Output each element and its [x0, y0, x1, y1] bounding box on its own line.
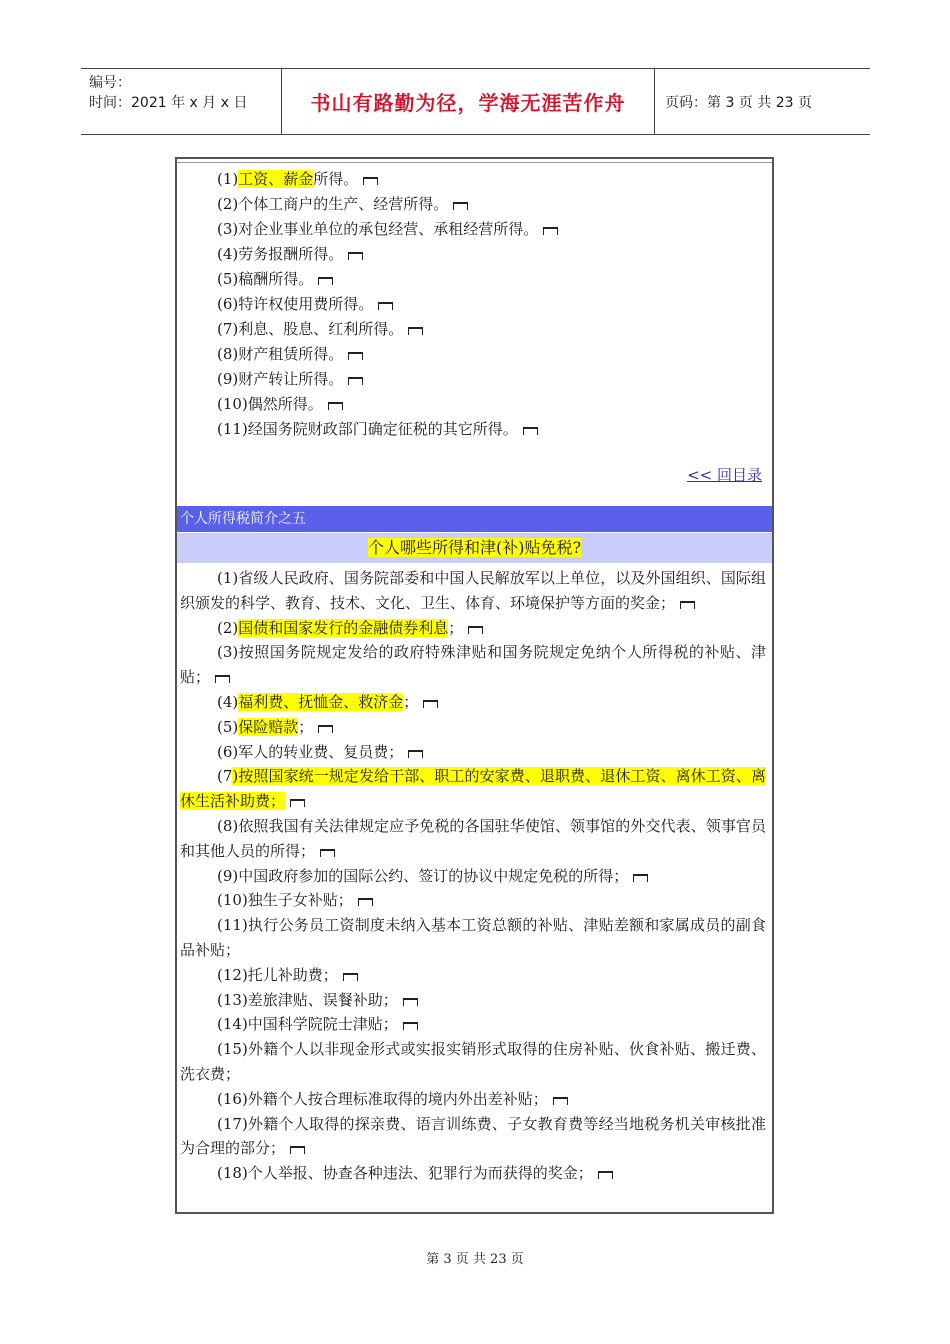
- list-item: [217, 317, 558, 342]
- paragraph-mark-icon: [523, 427, 538, 435]
- list-item: [217, 167, 558, 192]
- item-text: 特许权使用费所得。: [238, 295, 374, 313]
- list-item: [180, 1112, 766, 1162]
- item-text: 军人的转业费、复员费；: [238, 742, 404, 761]
- header-motto: 书山有路勤为径，学海无涯苦作舟: [282, 69, 655, 134]
- page-footer: 第 3 页 共 23 页: [426, 1252, 524, 1267]
- income-categories-list: [217, 167, 558, 442]
- item-number: (9): [217, 866, 239, 885]
- paragraph-mark-icon: [348, 377, 363, 385]
- list-item: [217, 192, 558, 217]
- paragraph-mark-icon: [423, 700, 438, 708]
- item-text: 中国科学院院士津贴；: [247, 1015, 398, 1034]
- item-text: 独生子女补贴；: [247, 891, 353, 910]
- list-item: [180, 988, 766, 1013]
- list-item: [217, 392, 558, 417]
- item-number: (1): [217, 170, 239, 188]
- list-item: [180, 566, 766, 616]
- section-heading-text: 个人哪些所得和津(补)贴免税?: [367, 538, 582, 557]
- item-number: (2): [217, 618, 239, 637]
- paragraph-mark-icon: [680, 601, 695, 609]
- paragraph-mark-icon: [343, 973, 358, 981]
- date-line: 时间：2021 年 x 月 x 日: [89, 95, 248, 111]
- item-text: 按照国务院规定发给的政府特殊津贴和国务院规定免纳个人所得税的补贴、津贴；: [180, 643, 766, 687]
- item-text: 劳务报酬所得。: [238, 245, 344, 263]
- item-number: (3): [217, 220, 239, 238]
- list-item: [180, 1037, 766, 1087]
- paragraph-mark-icon: [348, 252, 363, 260]
- item-text: ；: [403, 692, 419, 711]
- item-number: (7): [217, 320, 239, 338]
- highlighted-text: 福利费、抚恤金、救济金: [238, 692, 404, 711]
- highlighted-text: 国债和国家发行的金融债券利息: [238, 618, 449, 637]
- item-text: 财产租赁所得。: [238, 345, 344, 363]
- item-text: ；: [298, 717, 314, 736]
- item-number: (8): [217, 816, 239, 835]
- list-item: [217, 217, 558, 242]
- paragraph-mark-icon: [215, 675, 230, 683]
- item-number: (5): [217, 270, 239, 288]
- list-item: [217, 292, 558, 317]
- item-text: 外籍个人取得的探亲费、语言训练费、子女教育费等经当地税务机关审核批准为合理的部分；: [180, 1114, 766, 1158]
- item-number: (17): [217, 1114, 248, 1133]
- section-heading: [177, 533, 772, 563]
- paragraph-mark-icon: [408, 327, 423, 335]
- list-item: [217, 342, 558, 367]
- header-page-info: 页码：第 3 页 共 23 页: [665, 94, 812, 111]
- paragraph-mark-icon: [403, 1022, 418, 1030]
- item-number: (11): [217, 916, 248, 935]
- item-text: 利息、股息、红利所得。: [238, 320, 404, 338]
- list-item: [180, 864, 766, 889]
- item-number: (2): [217, 195, 239, 213]
- item-number: (1): [217, 569, 239, 587]
- list-item: [217, 267, 558, 292]
- paragraph-mark-icon: [320, 849, 335, 857]
- item-number: (15): [217, 1040, 248, 1059]
- item-number: (12): [217, 965, 248, 984]
- list-item: [217, 242, 558, 267]
- paragraph-mark-icon: [553, 1097, 568, 1105]
- list-item: [217, 417, 558, 442]
- page-header: [81, 68, 870, 135]
- list-item: [180, 740, 766, 765]
- header-meta: [81, 69, 282, 134]
- item-text: 执行公务员工资制度未纳入基本工资总额的补贴、津贴差额和家属成员的副食品补贴；: [180, 916, 766, 959]
- item-text: 偶然所得。: [247, 395, 323, 413]
- paragraph-mark-icon: [598, 1171, 613, 1179]
- item-text: 省级人民政府、国务院部委和中国人民解放军以上单位，以及外国组织、国际组织颁发的科学、教育、技术、文化、卫生、体育、环境保护等方面的奖金；: [180, 569, 766, 612]
- item-text: 中国政府参加的国际公约、签订的协议中规定免税的所得；: [238, 866, 629, 885]
- paragraph-mark-icon: [408, 750, 423, 758]
- item-number: (6): [217, 295, 239, 313]
- item-number: (11): [217, 420, 248, 438]
- list-item: [180, 616, 766, 641]
- paragraph-mark-icon: [363, 177, 378, 185]
- item-number: (5): [217, 717, 239, 736]
- paragraph-mark-icon: [290, 799, 305, 807]
- paragraph-mark-icon: [403, 998, 418, 1006]
- list-item: [180, 814, 766, 864]
- paragraph-mark-icon: [328, 402, 343, 410]
- tax-exempt-list: [180, 566, 766, 1186]
- item-text: 外籍个人按合理标准取得的境内外出差补贴；: [247, 1089, 548, 1108]
- item-number: (9): [217, 370, 239, 388]
- item-text: 所得。: [313, 170, 359, 188]
- frame-divider: [177, 162, 772, 163]
- list-item: [180, 690, 766, 715]
- number-label: 编号：: [89, 75, 131, 91]
- back-to-toc-link[interactable]: << 回目录: [687, 466, 762, 484]
- list-item: [180, 888, 766, 913]
- item-text: 依照我国有关法律规定应予免税的各国驻华使馆、领事馆的外交代表、领事官员和其他人员的所得；: [180, 816, 766, 860]
- item-text: 经国务院财政部门确定征税的其它所得。: [247, 420, 518, 438]
- item-number: (4): [217, 245, 239, 263]
- item-number: (18): [217, 1164, 248, 1183]
- paragraph-mark-icon: [543, 227, 558, 235]
- content-frame: [175, 157, 774, 1214]
- paragraph-mark-icon: [358, 898, 373, 906]
- item-text: ；: [448, 618, 464, 637]
- item-text: 对企业事业单位的承包经营、承租经营所得。: [238, 220, 539, 238]
- paragraph-mark-icon: [468, 626, 483, 634]
- item-number: (10): [217, 395, 248, 413]
- list-item: [180, 764, 766, 814]
- item-number: (3): [217, 643, 239, 662]
- highlighted-text: )按照国家统一规定发给干部、职工的安家费、退职费、退休工资、离休工资、离休生活补助费；: [180, 767, 766, 811]
- item-number: (16): [217, 1089, 248, 1108]
- list-item: [180, 1161, 766, 1186]
- list-item: [180, 913, 766, 963]
- item-number: (8): [217, 345, 239, 363]
- paragraph-mark-icon: [318, 277, 333, 285]
- list-item: [180, 963, 766, 988]
- item-text: 差旅津贴、误餐补助；: [247, 990, 398, 1009]
- item-number: (14): [217, 1015, 248, 1034]
- highlighted-text: 保险赔款: [238, 717, 299, 736]
- paragraph-mark-icon: [290, 1146, 305, 1154]
- item-text: 外籍个人以非现金形式或实报实销形式取得的住房补贴、伙食补贴、搬迁费、洗衣费；: [180, 1040, 766, 1083]
- list-item: [180, 640, 766, 690]
- highlighted-text: 工资、薪金: [238, 170, 314, 188]
- item-text: 稿酬所得。: [238, 270, 314, 288]
- item-number: (13): [217, 990, 248, 1009]
- item-text: 托儿补助费；: [247, 965, 338, 984]
- item-text: 个体工商户的生产、经营所得。: [238, 195, 449, 213]
- item-number: (7: [217, 767, 233, 786]
- item-number: (6): [217, 742, 239, 761]
- list-item: [217, 367, 558, 392]
- paragraph-mark-icon: [453, 202, 468, 210]
- item-text: 财产转让所得。: [238, 370, 344, 388]
- paragraph-mark-icon: [318, 725, 333, 733]
- list-item: [180, 1012, 766, 1037]
- item-text: 个人举报、协查各种违法、犯罪行为而获得的奖金；: [247, 1164, 593, 1183]
- paragraph-mark-icon: [633, 874, 648, 882]
- paragraph-mark-icon: [348, 352, 363, 360]
- section-bar-title: 个人所得税简介之五: [177, 506, 772, 532]
- item-number: (4): [217, 692, 239, 711]
- list-item: [180, 715, 766, 740]
- item-number: (10): [217, 891, 248, 910]
- list-item: [180, 1087, 766, 1112]
- paragraph-mark-icon: [378, 302, 393, 310]
